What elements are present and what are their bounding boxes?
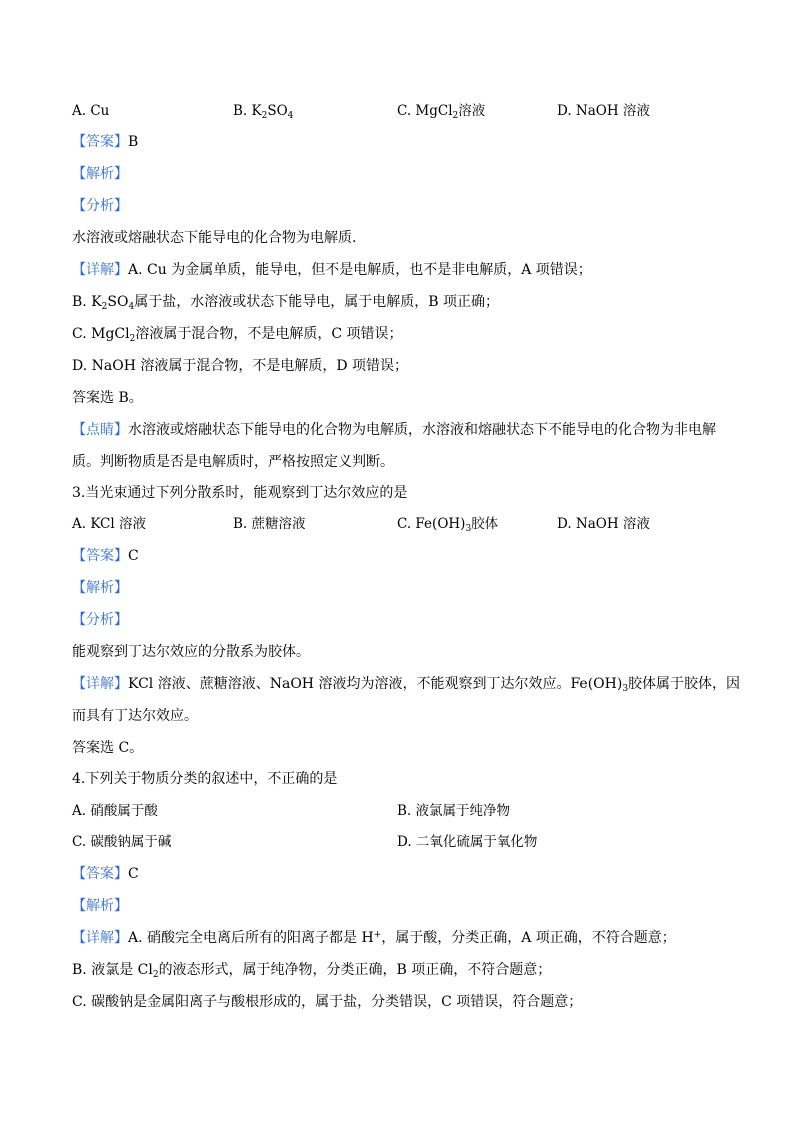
q2-detail-line-4: D. NaOH 溶液属于混合物，不是电解质，D 项错误；: [72, 358, 409, 374]
q4-option-d: D. 二氧化硫属于氧化物: [397, 834, 538, 850]
q3-answer: 【答案】C: [72, 548, 139, 564]
q4-stem: 4.下列关于物质分类的叙述中，不正确的是: [72, 771, 338, 787]
q2-detail-line-3: C. MgCl$_2$溶液属于混合物，不是电解质，C 项错误；: [72, 326, 403, 344]
q2-option-b: B. $K_2SO_4$: [233, 103, 294, 121]
q2-option-a: A. Cu: [72, 103, 110, 119]
q3-stem: 3.当光束通过下列分散系时，能观察到丁达尔效应的是: [72, 485, 408, 501]
q4-detail-line-3: C. 碳酸钠是金属阳离子与酸根形成的，属于盐，分类错误，C 项错误，符合题意；: [72, 994, 583, 1010]
q4-answer: 【答案】C: [72, 866, 139, 882]
q2-answer: 【答案】B: [72, 134, 139, 150]
q3-option-c: C. $Fe(OH)_3$胶体: [397, 516, 499, 534]
q2-fenxi-text: 水溶液或熔融状态下能导电的化合物为电解质.: [72, 230, 357, 246]
q3-detail-line-2: 而具有丁达尔效应。: [72, 708, 198, 724]
q2-option-c: C. MgCl$_2$溶液: [397, 103, 486, 121]
q3-option-a: A. KCl 溶液: [72, 516, 146, 532]
q3-conclusion: 答案选 C。: [72, 740, 144, 756]
q4-option-c: C. 碳酸钠属于碱: [72, 834, 172, 850]
q2-fenxi-heading: 【分析】: [72, 198, 128, 214]
q3-option-b: B. 蔗糖溶液: [233, 516, 306, 532]
q2-analysis-heading: 【解析】: [72, 166, 128, 182]
q2-tip-line-1: 【点睛】水溶液或熔融状态下能导电的化合物为电解质，水溶液和熔融状态下不能导电的化合物为非电解: [72, 422, 716, 438]
q4-analysis-heading: 【解析】: [72, 898, 128, 914]
q3-detail-line-1: 【详解】KCl 溶液、蔗糖溶液、NaOH 溶液均为溶液，不能观察到丁达尔效应。$Fe(OH)_3$胶体属于胶体，因: [72, 676, 741, 694]
q3-option-d: D. NaOH 溶液: [557, 516, 650, 532]
q2-tip-line-2: 质。判断物质是否是电解质时，严格按照定义判断。: [72, 454, 394, 470]
q3-fenxi-heading: 【分析】: [72, 612, 128, 628]
q3-analysis-heading: 【解析】: [72, 580, 128, 596]
q2-detail-line-1: 【详解】A. Cu 为金属单质，能导电，但不是电解质，也不是非电解质，A 项错误；: [72, 262, 592, 278]
q2-conclusion: 答案选 B。: [72, 390, 143, 406]
q2-option-d: D. NaOH 溶液: [557, 103, 650, 119]
q4-option-a: A. 硝酸属于酸: [72, 803, 158, 819]
q2-detail-line-2: B. $K_2SO_4$属于盐，水溶液或状态下能导电，属于电解质，B 项正确；: [72, 294, 499, 312]
q4-detail-line-1: 【详解】A. 硝酸完全电离后所有的阳离子都是 H+，属于酸，分类正确，A 项正确，不符合题意；: [72, 930, 676, 946]
q3-fenxi-text: 能观察到丁达尔效应的分散系为胶体。: [72, 644, 310, 660]
q4-option-b: B. 液氯属于纯净物: [397, 803, 511, 819]
q4-detail-line-2: B. 液氯是 $Cl_2$的液态形式，属于纯净物，分类正确，B 项正确，不符合题意；: [72, 962, 552, 980]
